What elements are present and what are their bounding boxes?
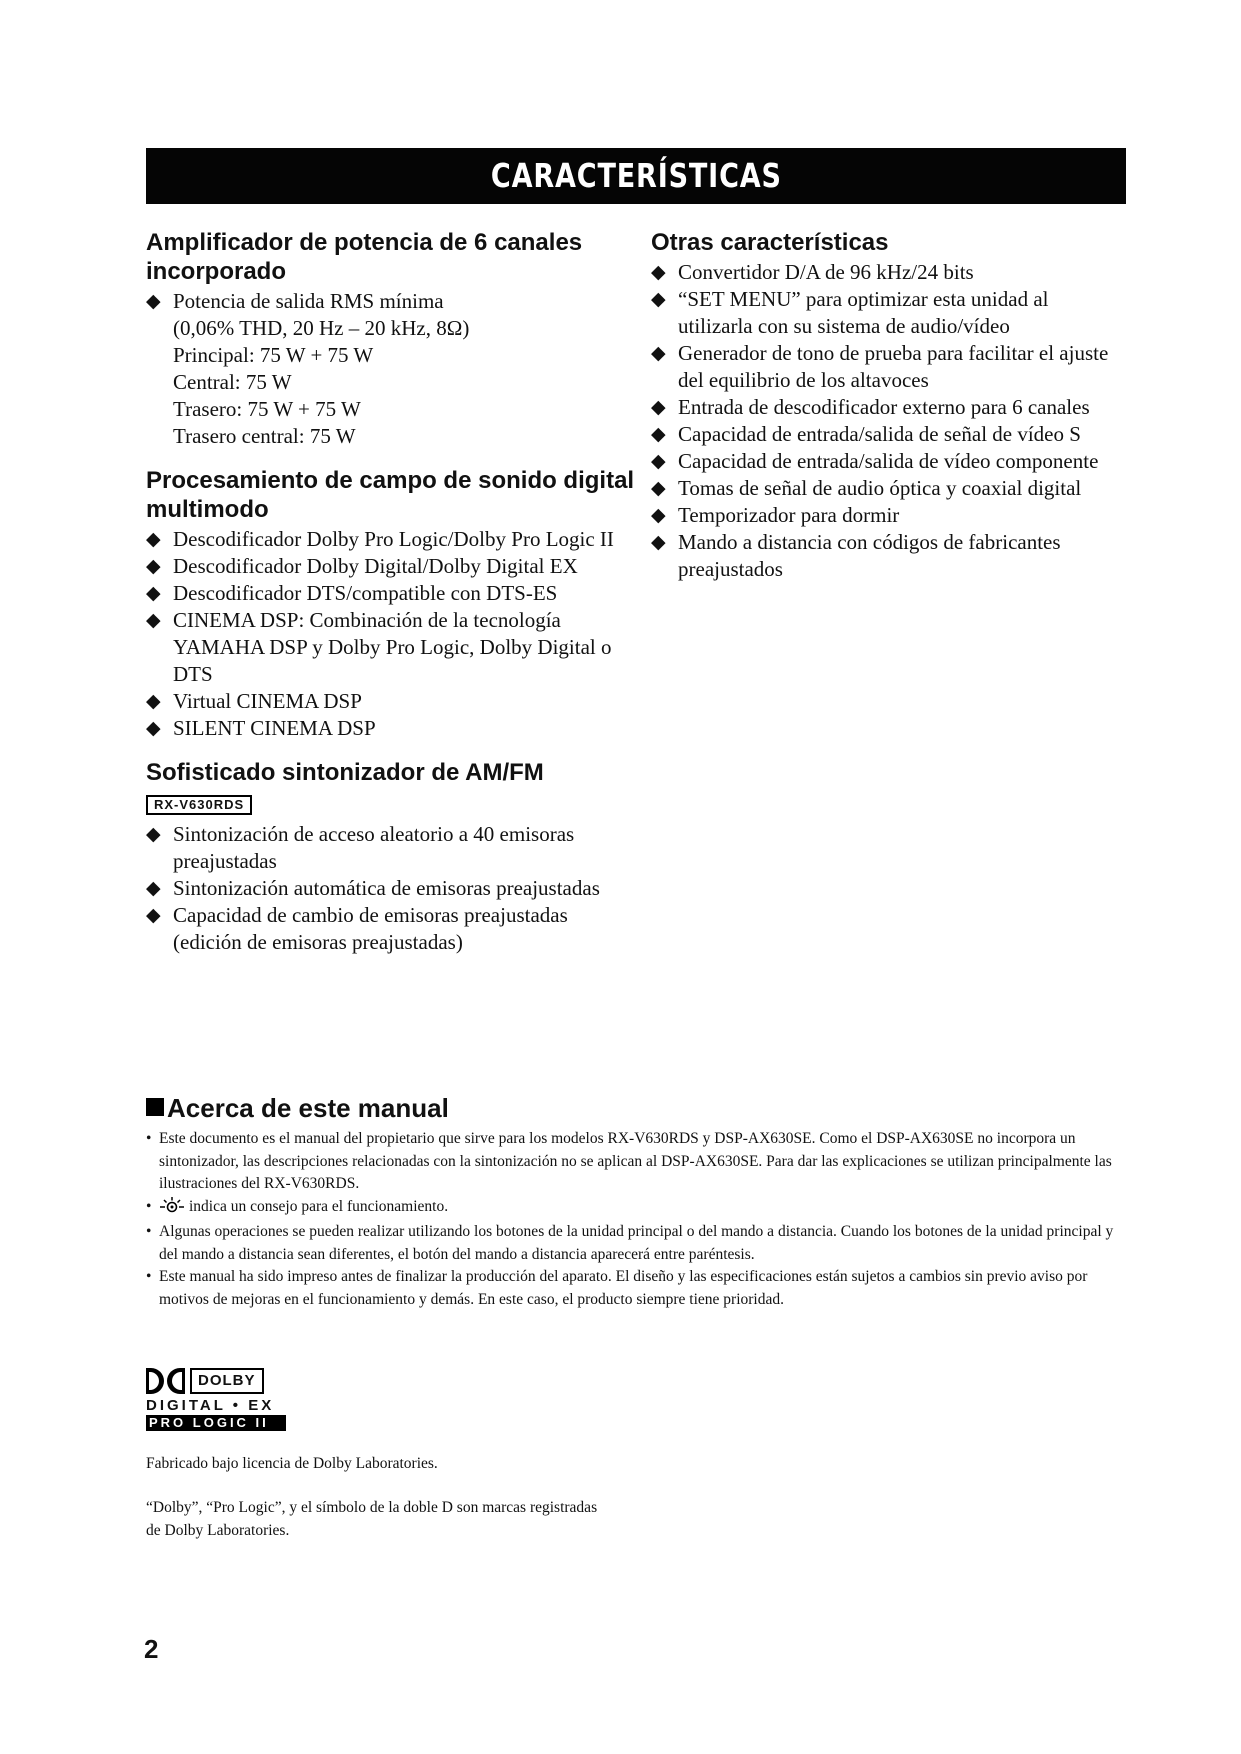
manual-item: • Este manual ha sido impreso antes de finalizar la producción del aparato. El diseño y las especificaciones están sujetos a cambios sin previo aviso por motivos de mejoras en el funcionamiento y demás. En este caso, el producto siempre tiene prioridad. [146,1266,1121,1311]
manual-item: • Algunas operaciones se pueden realizar utilizando los botones de la unidad principal o del mando a distancia. Cuando los botones de la unidad principal y del mando a distancia sean diferentes, el botón del mando a distancia aparecerá entre paréntesis. [146,1221,1121,1266]
amplifier-line: (0,06% THD, 20 Hz – 20 kHz, 8Ω) [173,316,470,340]
other-features-section [651,228,1121,583]
amplifier-line: Trasero central: 75 W [173,424,356,448]
tuner-section [146,758,636,956]
tuner-item: ◆ Sintonización de acceso aleatorio a 40 emisoras preajustadas [146,821,636,875]
tuner-item: ◆ Sintonización automática de emisoras preajustadas [146,875,636,902]
processing-heading: Procesamiento de campo de sonido digital multimodo [146,467,635,523]
processing-item: ◆ Virtual CINEMA DSP [146,688,636,715]
amplifier-line: Central: 75 W [173,370,292,394]
amplifier-line: Trasero: 75 W + 75 W [173,397,361,421]
feature-item: ◆ Temporizador para dormir [651,502,1121,529]
dolby-logo-word: DOLBY [190,1368,264,1394]
tuner-heading: Sofisticado sintonizador de AM/FM [146,759,544,786]
amplifier-line: Principal: 75 W + 75 W [173,343,374,367]
processing-item: ◆ Descodificador Dolby Digital/Dolby Digital EX [146,553,636,580]
processing-item: ◆ CINEMA DSP: Combinación de la tecnología YAMAHA DSP y Dolby Pro Logic, Dolby Digital o DTS [146,607,636,688]
processing-item: ◆ Descodificador DTS/compatible con DTS-ES [146,580,636,607]
trademark-note: “Dolby”, “Pro Logic”, y el símbolo de la doble D son marcas registradas de Dolby Laboratories. [146,1499,598,1539]
right-column [651,228,1121,599]
dolby-logo-pro-logic: PRO LOGIC II [146,1415,286,1431]
page-title: CARACTERÍSTICAS [490,156,782,195]
tuner-item: ◆ Capacidad de cambio de emisoras preajustadas (edición de emisoras preajustadas) [146,902,636,956]
page-number: 2 [144,1634,159,1664]
manual-item-tip-text: indica un consejo para el funcionamiento. [189,1197,449,1215]
feature-item: ◆ Tomas de señal de audio óptica y coaxial digital [651,475,1121,502]
feature-item: ◆ Capacidad de entrada/salida de vídeo componente [651,448,1121,475]
manual-item-tip [146,1196,1121,1222]
lightbulb-tip-icon [159,1196,185,1222]
processing-item: ◆ Descodificador Dolby Pro Logic/Dolby Pro Logic II [146,526,636,553]
manual-item: • Este documento es el manual del propietario que sirve para los modelos RX-V630RDS y DSP-AX630SE. Como el DSP-AX630SE no incorpora un sintonizador, las descripciones relacionadas con la sintonización no se aplican al DSP-AX630SE. Para dar las explicaciones se utilizan principalmente las ilustraciones del RX-V630RDS. [146,1128,1121,1196]
amplifier-section [146,228,636,450]
double-d-icon [146,1368,185,1394]
processing-section [146,466,636,742]
page-title-bar [146,148,1126,204]
about-manual-section [146,1092,1121,1311]
model-tag: RX-V630RDS [146,795,252,815]
feature-item: ◆ “SET MENU” para optimizar esta unidad al utilizarla con su sistema de audio/vídeo [651,286,1121,340]
feature-item: ◆ Convertidor D/A de 96 kHz/24 bits [651,259,1121,286]
square-bullet-icon [146,1098,164,1116]
feature-item: ◆ Generador de tono de prueba para facilitar el ajuste del equilibrio de los altavoces [651,340,1121,394]
other-features-heading: Otras características [651,229,889,256]
feature-item: ◆ Entrada de descodificador externo para 6 canales [651,394,1121,421]
amplifier-heading: Amplificador de potencia de 6 canales incorporado [146,229,583,285]
left-column [146,228,636,972]
processing-item: ◆ SILENT CINEMA DSP [146,715,636,742]
about-manual-heading-text: Acerca de este manual [167,1093,449,1123]
about-manual-heading [146,1092,1121,1124]
dolby-logo-digital-ex: DIGITAL • EX [146,1397,275,1414]
feature-item: ◆ Mando a distancia con códigos de fabricantes preajustados [651,529,1121,583]
amplifier-bullet: ◆ Potencia de salida RMS mínima [146,288,636,315]
feature-item: ◆ Capacidad de entrada/salida de señal de vídeo S [651,421,1121,448]
license-note: Fabricado bajo licencia de Dolby Laboratories. [146,1455,438,1472]
dolby-logo [146,1368,286,1431]
